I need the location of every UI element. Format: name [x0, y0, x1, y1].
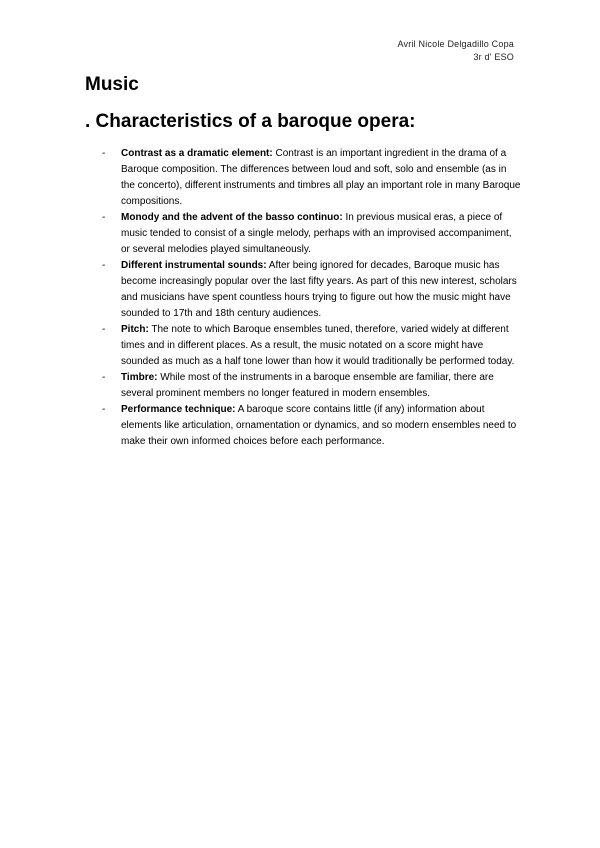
bullet-dash: -: [102, 372, 106, 383]
list-item: [102, 210, 522, 258]
item-text: After being ignored for decades, Baroque music has become increasingly popular over the last fifty years. As part of this new interest, scholars and musicians have spent countless hours trying to figure out how the music might have sounded to 17th and 18th century audiences.: [121, 260, 517, 319]
bullet-dash: -: [102, 148, 106, 159]
class-label: 3r d' ESO: [473, 52, 514, 62]
item-term: Monody and the advent of the basso continuo:: [121, 212, 343, 223]
section-heading: . Characteristics of a baroque opera:: [85, 111, 416, 132]
item-term: Different instrumental sounds:: [121, 260, 267, 271]
document-title: Music: [85, 74, 139, 95]
item-term: Contrast as a dramatic element:: [121, 148, 273, 159]
bullet-dash: -: [102, 324, 106, 335]
item-text: In previous musical eras, a piece of music tended to consist of a single melody, perhaps with an improvised accompaniment, or several melodies played simultaneously.: [121, 212, 512, 255]
item-text: A baroque score contains little (if any) information about elements like articulation, ornamentation or dynamics, and so modern ensembles need to make their own informed choices before each performance.: [121, 404, 517, 447]
bullet-dash: -: [102, 260, 106, 271]
bullet-dash: -: [102, 404, 106, 415]
item-text: Contrast is an important ingredient in the drama of a Baroque composition. The differences between loud and soft, solo and ensemble (as in the concerto), different instruments and timbres all play an important role in many Baroque compositions.: [121, 148, 521, 207]
item-text: While most of the instruments in a baroque ensemble are familiar, there are several prominent members no longer featured in modern ensembles.: [121, 372, 494, 399]
item-term: Timbre:: [121, 372, 158, 383]
header-meta: [398, 38, 515, 64]
list-item: [102, 370, 522, 402]
list-item: [102, 402, 522, 450]
list-item: [102, 146, 522, 210]
item-term: Performance technique:: [121, 404, 236, 415]
list-item: [102, 258, 522, 322]
list-item: [102, 322, 522, 370]
item-term: Pitch:: [121, 324, 149, 335]
bullet-dash: -: [102, 212, 106, 223]
characteristics-list: [102, 146, 522, 450]
author-name: Avril Nicole Delgadillo Copa: [397, 39, 514, 49]
item-text: The note to which Baroque ensembles tuned, therefore, varied widely at different times and in different places. As a result, the music notated on a score might have sounded as much as a half tone lower than how it would traditionally be performed today.: [121, 324, 515, 367]
